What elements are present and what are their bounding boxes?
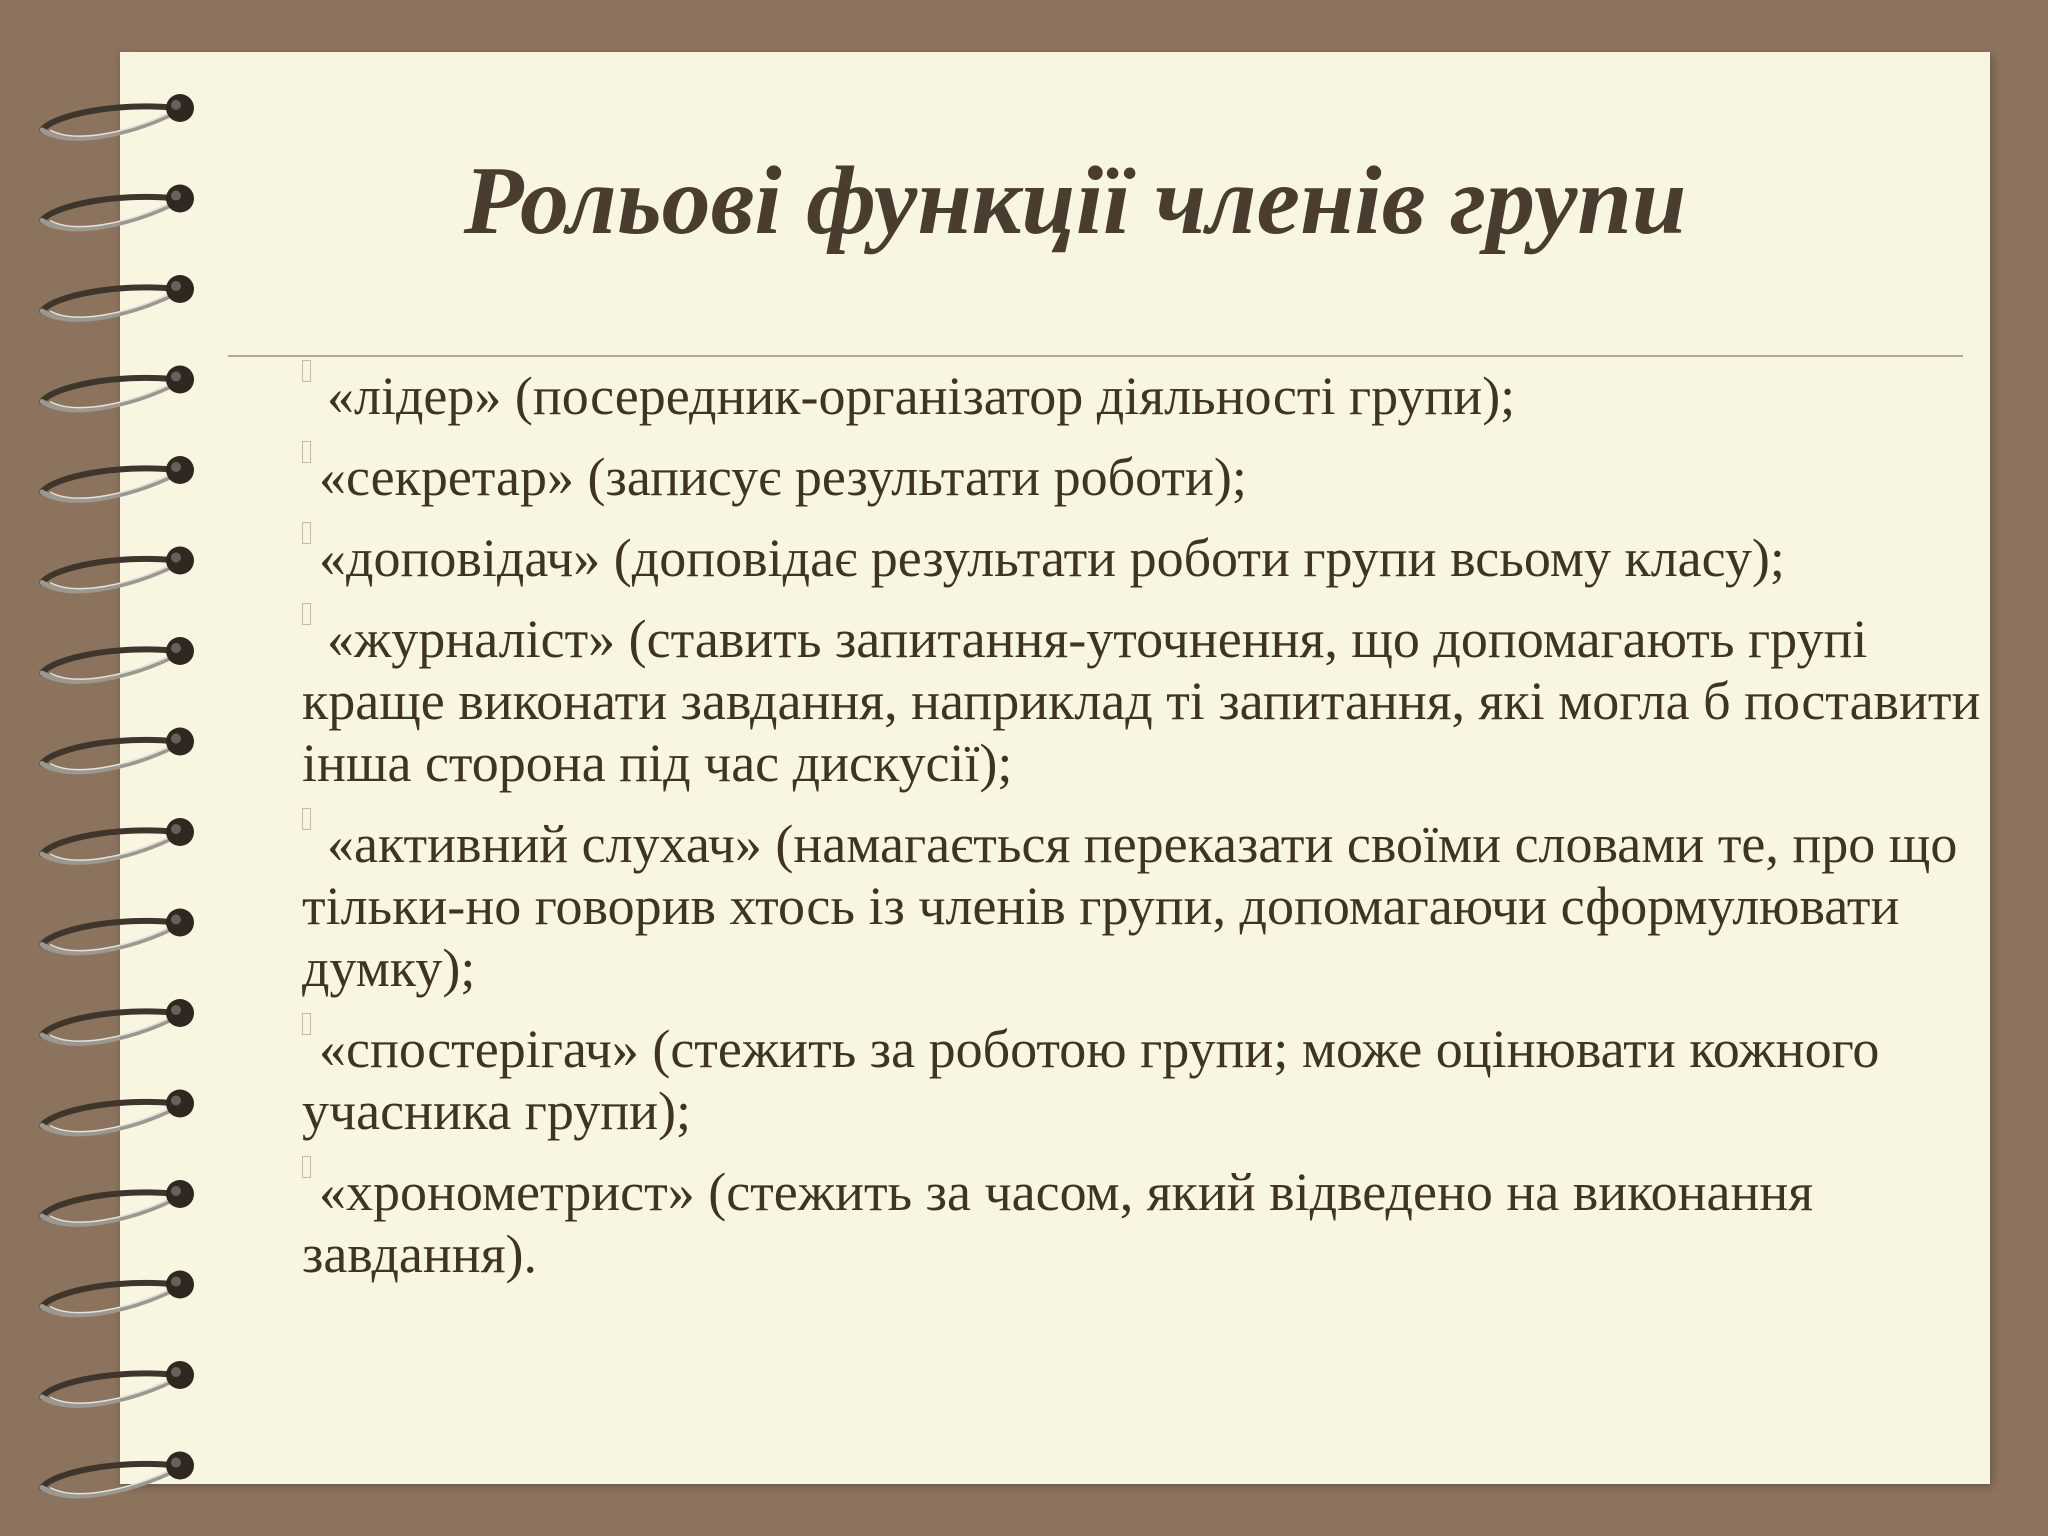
list-item-secretary xyxy=(302,441,2002,508)
spiral-ring xyxy=(42,818,194,862)
list-item-active-listener xyxy=(302,808,2002,999)
list-item-observer xyxy=(302,1013,2002,1142)
square-bullet-icon xyxy=(302,1156,311,1178)
spiral-ring xyxy=(42,1452,194,1496)
spiral-ring xyxy=(42,275,194,319)
square-bullet-icon xyxy=(302,360,311,382)
slide-title: Рольові функції членів групи xyxy=(463,147,1687,255)
square-bullet-icon xyxy=(302,441,311,463)
spiral-ring xyxy=(42,728,194,772)
spiral-ring xyxy=(42,909,194,953)
spiral-ring xyxy=(42,547,194,591)
list-item-timekeeper xyxy=(302,1156,2002,1285)
spiral-ring xyxy=(42,1361,194,1405)
spiral-ring xyxy=(42,1090,194,1134)
list-item-text: «секретар» (записує результати роботи); xyxy=(319,447,1247,507)
list-item-leader xyxy=(302,360,2002,427)
list-item-text: «доповідач» (доповідає результати роботи групи всьому класу); xyxy=(319,528,1785,588)
list-item-journalist xyxy=(302,603,2002,794)
list-item-reporter xyxy=(302,522,2002,589)
list-item-text: «лідер» (посередник-організатор діяльності групи); xyxy=(327,366,1516,426)
spiral-ring xyxy=(42,637,194,681)
square-bullet-icon xyxy=(302,603,311,625)
spiral-ring xyxy=(42,456,194,500)
spiral-ring xyxy=(42,1180,194,1224)
list-item-text: «активний слухач» (намагається переказати своїми словами те, про що тільки-но говорив хтось із членів групи, допомагаючи сформулювати думку); xyxy=(302,814,1958,998)
role-list xyxy=(302,360,2002,1299)
spiral-ring xyxy=(42,94,194,138)
square-bullet-icon xyxy=(302,522,311,544)
list-item-text: «хронометрист» (стежить за часом, який відведено на виконання завдання). xyxy=(302,1162,1814,1284)
spiral-ring xyxy=(42,366,194,410)
square-bullet-icon xyxy=(302,1013,311,1035)
spiral-ring xyxy=(42,999,194,1043)
spiral-ring xyxy=(42,1271,194,1315)
list-item-text: «спостерігач» (стежить за роботою групи; може оцінювати кожного учасника групи); xyxy=(302,1019,1880,1141)
title-divider xyxy=(228,355,1963,357)
list-item-text: «журналіст» (ставить запитання-уточнення, що допомагають групі краще виконати завдання, наприклад ті запитання, які могла б поставити інша сторона під час дискусії); xyxy=(302,609,1981,793)
square-bullet-icon xyxy=(302,808,311,830)
